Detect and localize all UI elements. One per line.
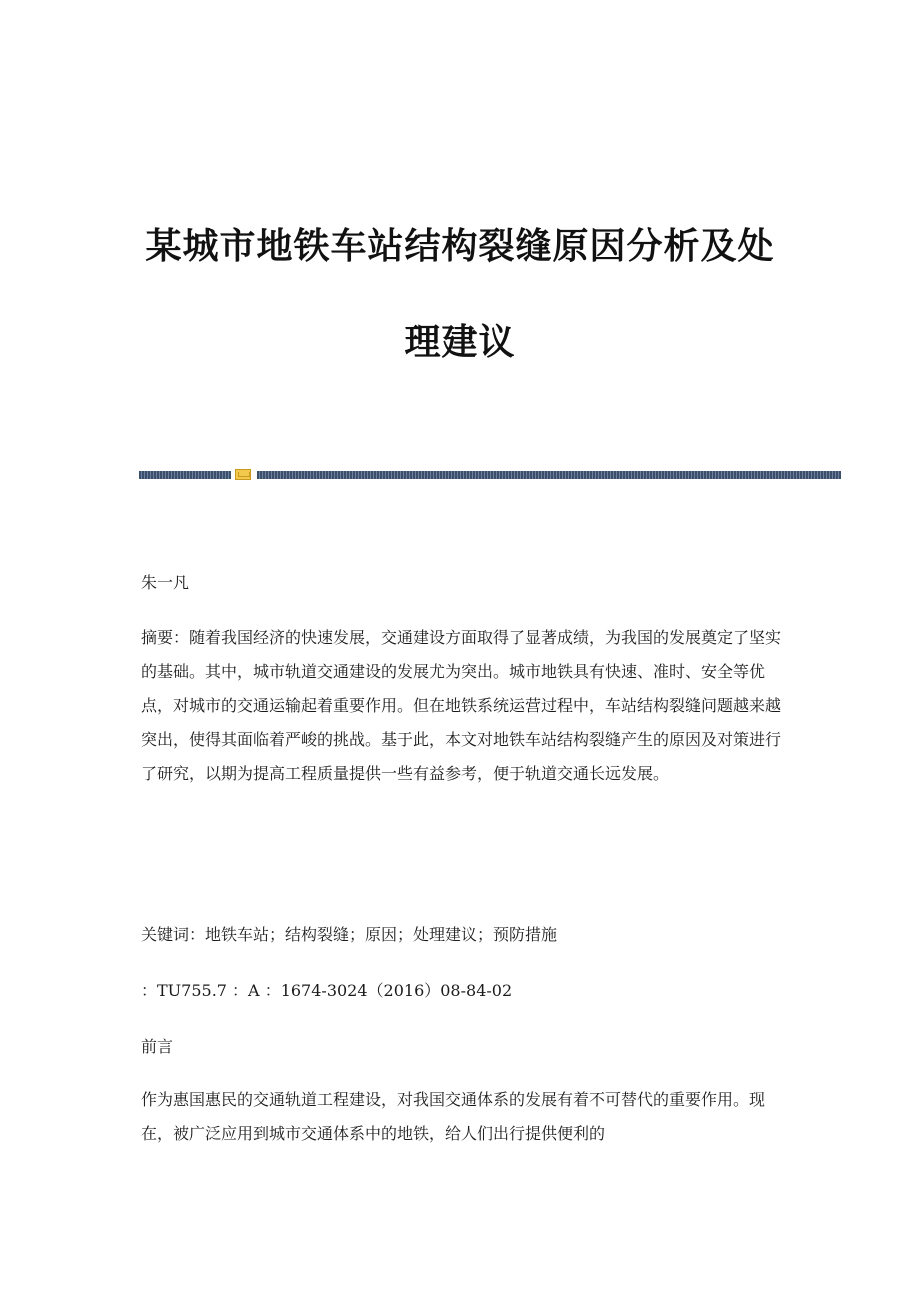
envelope-icon <box>235 469 251 480</box>
divider-bar-right <box>257 471 841 479</box>
title-line-1: 某城市地铁车站结构裂缝原因分析及处 <box>145 226 775 267</box>
abstract: 摘要：随着我国经济的快速发展，交通建设方面取得了显著成绩，为我国的发展奠定了坚实的基础。其中，城市轨道交通建设的发展尤为突出。城市地铁具有快速、准时、安全等优点，对城市的交通运输起着重要作用。但在地铁系统运营过程中，车站结构裂缝问题越来越突出，使得其面临着严峻的挑战。基于此，本文对地铁车站结构裂缝产生的原因及对策进行了研究，以期为提高工程质量提供一些有益参考，便于轨道交通长远发展。 <box>141 628 782 783</box>
decorative-divider <box>139 471 841 479</box>
title-line-2: 理建议 <box>404 322 516 363</box>
author: 朱一凡 <box>141 573 190 592</box>
section-heading: 前言 <box>141 1037 174 1056</box>
divider-bar-left <box>139 471 231 479</box>
intro-paragraph: 作为惠国惠民的交通轨道工程建设，对我国交通体系的发展有着不可替代的重要作用。现在，被广泛应用到城市交通体系中的地铁，给人们出行提供便利的 <box>141 1090 766 1143</box>
keywords: 关键词：地铁车站；结构裂缝；原因；处理建议；预防措施 <box>141 925 558 944</box>
classification-number: ：TU755.7 ：A ：1674-3024（2016）08-84-02 <box>141 981 513 1000</box>
